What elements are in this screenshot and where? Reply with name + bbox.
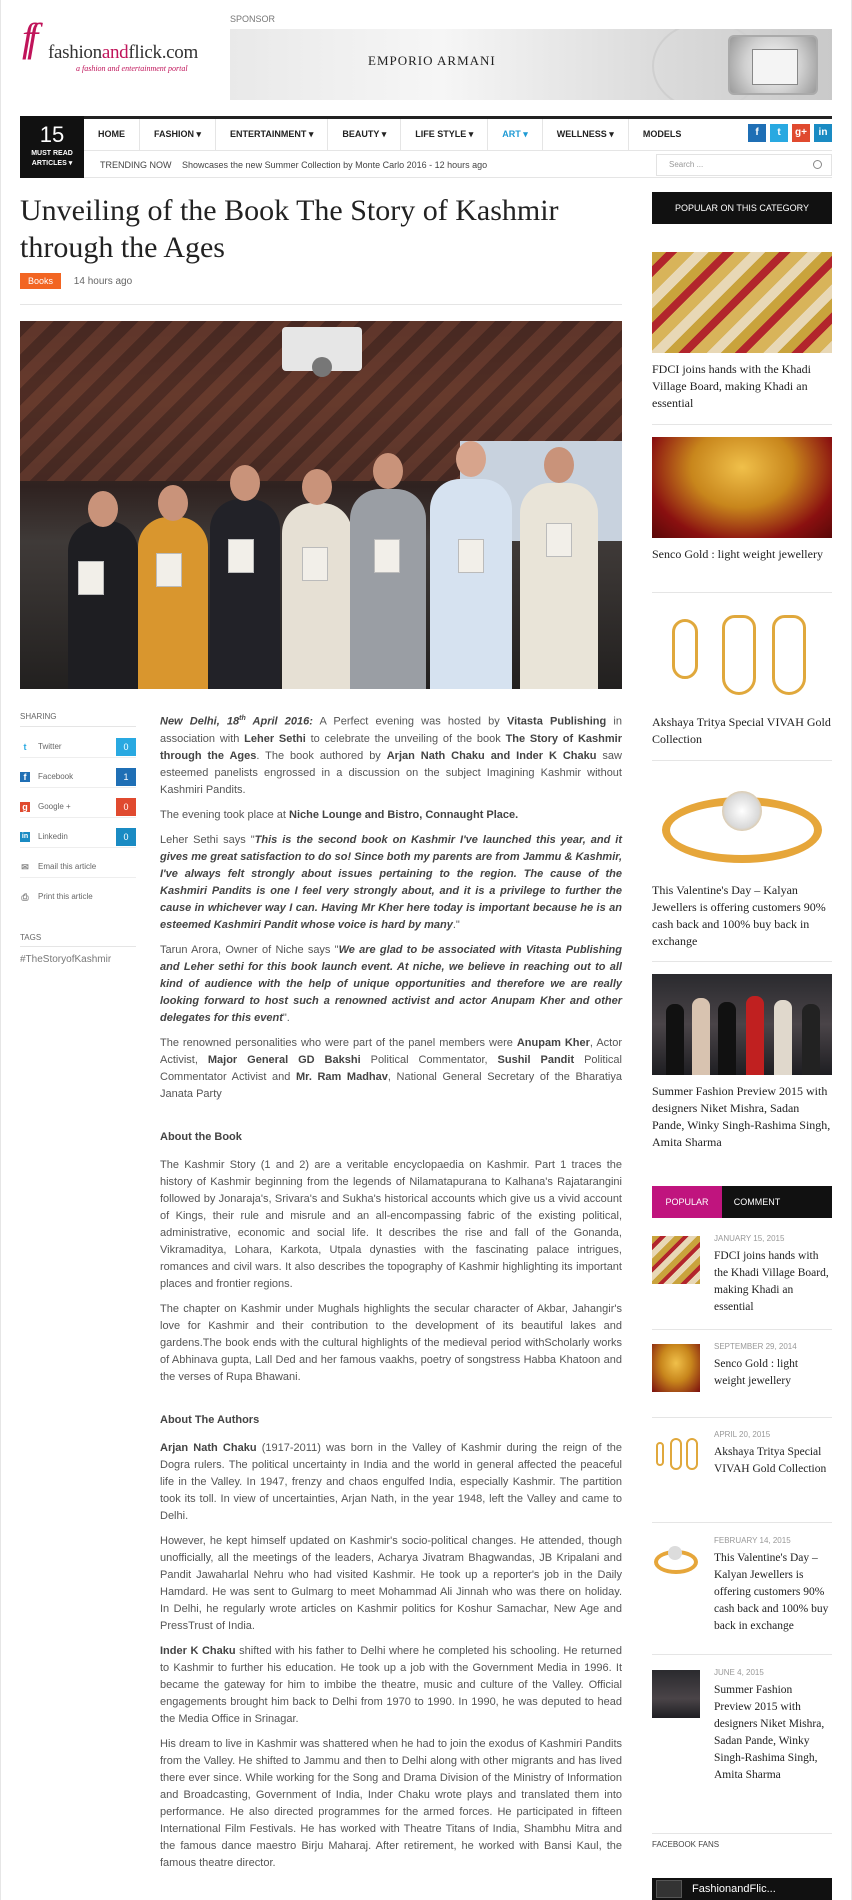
share-label: Print this article <box>38 892 93 901</box>
linkedin-icon[interactable]: in <box>814 124 832 142</box>
article-title: Unveiling of the Book The Story of Kashmir through the Ages <box>20 194 559 264</box>
menu-bar <box>84 119 832 151</box>
watch-image <box>728 35 818 95</box>
trending-label: TRENDING NOW <box>100 160 172 170</box>
photo-person-3 <box>210 499 280 689</box>
divider <box>652 1417 832 1418</box>
popular-date: JANUARY 15, 2015 <box>714 1234 785 1243</box>
paragraph: Leher Sethi says "This is the second book on Kashmir I've launched this year, and it gives me great satisfaction to do so! Since both my parents are from Jammu & Kashmir, I've always felt strongly about issues pertaining to the region. The cause of the Kashmiri Pandits is one I feel very strongly about, and it is a privilege to further the cause in whichever way I can. Having Mr Kher here today is important because he is an esteemed Kashmiri Pandit whose voice is hard by many." <box>160 833 622 931</box>
share-facebook[interactable] <box>20 768 136 788</box>
share-label: Linkedin <box>38 832 68 841</box>
paragraph: Arjan Nath Chaku (1917-2011) was born in the Valley of Kashmir during the reign of the Dogra rulers. The political uncertainty in India and the world in general affected the peaceful life in the Valley. In 1947, frenzy and chaos engulfed India, especially Kashmir. The partition took its toll. In view of uncertainties, Arjan Nath, in the year 1948, left the Valley and came to Delhi. <box>160 1441 622 1522</box>
sidebar <box>652 192 832 224</box>
photo-projector <box>282 327 362 371</box>
paragraph: The Kashmir Story (1 and 2) are a veritable encyclopaedia on Kashmir. Part 1 traces the history of Kashmir beginning from the legends of Nilamatapurana to Kalhana's Rajatarangini followed by Jonaraja's, Srivara's and Sukha's historical accounts which give us a vivid account of Kings, their rule and misrule and an all-encompassing fabric of the existing political, administrative, economic and social life. It describes the rise and fall of the Gonanda, Vikramaditya, Lohara, Karkota, Utpala dynasties with the fascinating palace intrigues, romances and civil wars. It also describes the topography of Kashmir highlighting its important places and frontier regions. <box>160 1158 622 1290</box>
share-count: 0 <box>116 828 136 846</box>
photo-person-6 <box>430 479 512 689</box>
card-image-summer-fashion[interactable] <box>652 974 832 1075</box>
photo-person-7 <box>520 483 598 689</box>
tab-popular[interactable]: POPULAR <box>652 1186 722 1218</box>
divider <box>652 1833 832 1834</box>
ad-brand: EMPORIO ARMANI <box>368 53 496 68</box>
card-title-link[interactable]: This Valentine's Day – Kalyan Jewellers is offering customers 90% cash back and 100% buy back in exchange <box>652 883 826 948</box>
card-image-kalyan[interactable] <box>652 773 832 874</box>
divider <box>20 304 622 305</box>
photo-person-4 <box>282 503 352 689</box>
google-plus-icon: g <box>20 802 30 812</box>
print-icon: ⎙ <box>21 892 29 902</box>
card-image-khadi[interactable] <box>652 252 832 353</box>
facebook-fans-label: FACEBOOK FANS <box>652 1840 720 1849</box>
share-count: 0 <box>116 738 136 756</box>
share-label: Twitter <box>38 742 62 751</box>
paragraph: The chapter on Kashmir under Mughals highlights the secular character of Akbar, Jahangir's love for Kashmir and their contribution to the development of its beautiful lakes and gardens.The book ends with the cultural highlights of the medieval period withScholarly works of Abhinava gupta, Lall Ded and her famous vaakhs, poetry of songstress Habba Khatoon and the verses of Rupa Bhawani. <box>160 1302 622 1383</box>
sponsor-banner[interactable] <box>230 29 832 100</box>
popular-date: APRIL 20, 2015 <box>714 1430 771 1439</box>
popular-thumb[interactable] <box>652 1432 700 1480</box>
article-featured-image <box>20 321 622 689</box>
divider <box>652 424 832 425</box>
share-twitter[interactable] <box>20 738 136 758</box>
share-count: 0 <box>116 798 136 816</box>
logo-name: fashionandflick.com <box>48 42 198 63</box>
facebook-icon: f <box>20 772 30 782</box>
menu-item-entertainment[interactable]: ENTERTAINMENT ▾ <box>216 119 328 151</box>
paragraph: Tarun Arora, Owner of Niche says "We are glad to be associated with Vitasta Publishing and Leher sethi for this book launch event. At niche, we believe in reaching out to all kind of audience with the help of unique opportunities and therefore we are really looking forward to host such a renowned activist and actor Anupam Kher and other delegates for this event". <box>160 943 622 1024</box>
google-plus-icon[interactable]: g+ <box>792 124 810 142</box>
trending-link[interactable]: Showcases the new Summer Collection by Monte Carlo 2016 - 12 hours ago <box>182 160 488 170</box>
photo-person-1 <box>68 521 138 689</box>
divider <box>652 1654 832 1655</box>
divider <box>20 726 136 727</box>
facebook-icon[interactable]: f <box>748 124 766 142</box>
divider <box>652 592 832 593</box>
popular-date: SEPTEMBER 29, 2014 <box>714 1342 797 1351</box>
card-title-link[interactable]: Summer Fashion Preview 2015 with designers Niket Mishra, Sadan Pande, Winky Singh-Rashima Singh, Amita Sharma <box>652 1084 831 1149</box>
popular-title-link[interactable]: Akshaya Tritya Special VIVAH Gold Collection <box>714 1446 827 1475</box>
page-thumbnail <box>656 1880 682 1898</box>
share-label: Google + <box>38 802 71 811</box>
facebook-fans-widget[interactable] <box>652 1878 832 1900</box>
search-button[interactable] <box>802 154 832 176</box>
divider <box>652 961 832 962</box>
paragraph: New Delhi, 18th April 2016: A Perfect evening was hosted by Vitasta Publishing in association with Leher Sethi to celebrate the unveiling of the book The Story of Kashmir through the Ages. The book authored by Arjan Nath Chaku and Inder K Chaku saw esteemed panelists engrossed in a discussion on the subject Imagining Kashmir without Kashmiri Pandits. <box>160 715 622 796</box>
popular-title-link[interactable]: Senco Gold : light weight jewellery <box>714 1358 799 1387</box>
paragraph: The evening took place at Niche Lounge and Bistro, Connaught Place. <box>160 808 519 821</box>
menu-item-wellness[interactable]: WELLNESS ▾ <box>543 119 629 151</box>
logo-tagline: a fashion and entertainment portal <box>76 64 188 73</box>
popular-title-link[interactable]: FDCI joins hands with the Khadi Village Board, making Khadi an essential <box>714 1250 829 1313</box>
popular-thumb[interactable] <box>652 1538 700 1586</box>
tag-link[interactable]: #TheStoryofKashmir <box>20 954 112 965</box>
must-read-label-1: MUST READ <box>31 150 73 157</box>
must-read-label-2: ARTICLES ▾ <box>31 160 73 167</box>
section-heading: About the Book <box>160 1130 242 1143</box>
site-logo[interactable] <box>22 14 202 74</box>
card-title-link[interactable]: Senco Gold : light weight jewellery <box>652 547 823 561</box>
paragraph: His dream to live in Kashmir was shattered when he had to join the exodus of Kashmiri Pandits from the Valley. He shifted to Jammu and then to Delhi along with other migrants and has lived there ever since. While working for the Song and Drama Division of the Ministry of Information and Broadcasting, Government of India, Inder Chaku wrote plays and translated them into performance. He also directed programmes for the armed forces. He participated in fifteen International Film Festivals. He has worked with Theatre Titans of India, Shambhu Mitra and the famous dance maestro Birju Maharaj. After retirement, he worked with Bansi Kaul, the famous theatre director. <box>160 1737 622 1869</box>
divider <box>652 760 832 761</box>
popular-thumb[interactable] <box>652 1236 700 1284</box>
must-read-counter[interactable] <box>20 116 84 178</box>
menu-item-fashion[interactable]: FASHION ▾ <box>140 119 216 151</box>
facebook-page-name: FashionandFlic... <box>692 1883 776 1895</box>
email-article-link[interactable] <box>20 858 136 878</box>
menu-item-art[interactable]: ART ▾ <box>488 119 543 151</box>
popular-thumb[interactable] <box>652 1670 700 1718</box>
card-image-senco[interactable] <box>652 437 832 538</box>
popular-date: JUNE 4, 2015 <box>714 1668 764 1677</box>
card-title-link[interactable]: FDCI joins hands with the Khadi Village Board, making Khadi an essential <box>652 362 811 410</box>
paragraph: However, he kept himself updated on Kashmir's socio-political changes. He attended, though unofficially, all the meetings of the leaders, Acharya Jivatram Bhagwandas, JB Kripalani and Pandit Jawaharlal Nehru who had visited Kashmir. He took up a reporter's job in the Daily Hamdard. He was sent to Gulmarg to meet Mohammad Ali Jinnah who was there on holiday. In Delhi, he regularly wrote articles on Kashmir politics for Koshur Samachar, New Age and PressTrust of India. <box>160 1534 622 1632</box>
photo-person-5 <box>350 489 426 689</box>
share-google-plus[interactable] <box>20 798 136 818</box>
article-meta <box>20 273 132 289</box>
popular-date: FEBRUARY 14, 2015 <box>714 1536 791 1545</box>
section-heading: About The Authors <box>160 1413 260 1426</box>
menu-item-life-style[interactable]: LIFE STYLE ▾ <box>401 119 488 151</box>
sidebar-title: POPULAR ON THIS CATEGORY <box>652 192 832 224</box>
card-title-link[interactable]: Akshaya Tritya Special VIVAH Gold Collection <box>652 715 831 746</box>
divider <box>20 946 136 947</box>
popular-title-link[interactable]: This Valentine's Day – Kalyan Jewellers is offering customers 90% cash back and 100% buy back in exchange <box>714 1552 829 1632</box>
popular-title-link[interactable]: Summer Fashion Preview 2015 with designers Niket Mishra, Sadan Pande, Winky Singh-Rashima Singh, Amita Sharma <box>714 1684 825 1781</box>
menu-item-beauty[interactable]: BEAUTY ▾ <box>328 119 401 151</box>
twitter-icon[interactable]: t <box>770 124 788 142</box>
sharing-label: SHARING <box>20 712 57 721</box>
menu-item-home[interactable]: HOME <box>84 119 140 151</box>
paragraph: Inder K Chaku shifted with his father to Delhi where he completed his schooling. He returned to Kashmir to further his education. He took up a job with the Government Media in 1996. It became the gateway for him to imbibe the theatre, music and culture of the Valley. Official engagements brought him back to Delhi from 1970 to 1990. In 1990, he was deputed to head the Media Office in Srinagar. <box>160 1644 622 1725</box>
twitter-icon: t <box>23 742 27 752</box>
search-input[interactable]: Search ... <box>656 154 832 176</box>
article-time: 14 hours ago <box>73 276 133 287</box>
trending-bar <box>84 152 487 178</box>
tags-label: TAGS <box>20 933 42 942</box>
card-image-akshaya[interactable] <box>652 605 832 706</box>
search-icon <box>813 160 822 169</box>
share-label: Facebook <box>38 772 74 781</box>
paragraph: The renowned personalities who were part of the panel members were Anupam Kher, Actor Activist, Major General GD Bakshi Political Commentator, Sushil Pandit Political Commentator Activist and Mr. Ram Madhav, National General Secretary of the Bharatiya Janata Party <box>160 1036 622 1100</box>
photo-person-2 <box>138 517 208 689</box>
tab-comment[interactable]: COMMENT <box>733 1197 781 1207</box>
main-navigation <box>20 116 832 178</box>
share-count: 1 <box>116 768 136 786</box>
popular-comment-tabs <box>652 1186 832 1218</box>
divider <box>652 1522 832 1523</box>
share-linkedin[interactable] <box>20 828 136 848</box>
menu-item-models[interactable]: MODELS <box>642 129 682 139</box>
sponsor-label: SPONSOR <box>230 14 276 24</box>
category-badge[interactable]: Books <box>20 273 61 289</box>
logo-mark: ff <box>22 15 33 60</box>
linkedin-icon: in <box>21 833 29 840</box>
divider <box>652 1329 832 1330</box>
share-label: Email this article <box>38 862 97 871</box>
header-social-icons <box>748 124 832 142</box>
email-icon: ✉ <box>21 862 29 872</box>
popular-thumb[interactable] <box>652 1344 700 1392</box>
print-article-link[interactable] <box>20 888 136 908</box>
article-body <box>160 710 622 1880</box>
must-read-count: 15 <box>39 122 65 147</box>
